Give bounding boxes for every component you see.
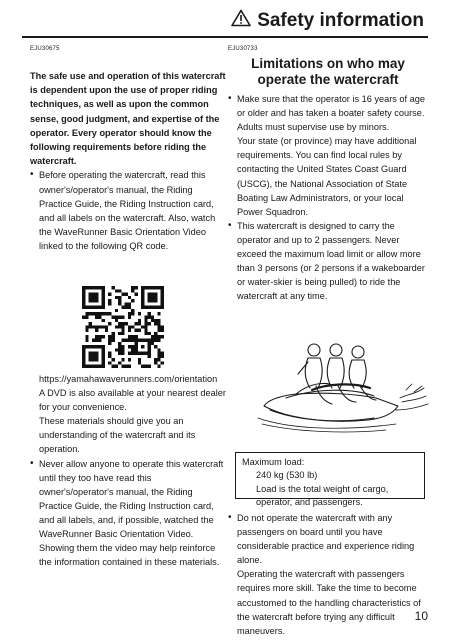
section-title [228,56,428,88]
left-column [30,45,226,253]
list-item: • Make sure that the operator is 16 years of age or older and has taken a boater safety course. [228,92,428,120]
section-title-line-1: Limitations on who may [251,56,405,71]
list-item: • Do not operate the watercraft with any passengers on board until you have considerable practice and experience riding alone. [228,511,428,567]
right-bullet-list-3 [228,511,428,567]
qr-code[interactable] [82,286,164,368]
state-paragraph: Your state (or province) may have additional requirements. You can find local rules by contacting the United States Coast Guard (USCG), the National Association of State Boating Law Administrators, or your local Power Squadron. [237,136,417,217]
maximum-load-value: 240 kg (530 lb) [256,470,318,481]
watercraft-illustration [256,328,430,436]
maximum-load-box [235,452,425,507]
left-bullet-list-2 [30,457,226,542]
dvd-paragraph: A DVD is also available at your nearest dealer for your convenience. [39,388,226,413]
page-number: 10 [414,609,428,623]
warning-triangle-icon [231,9,251,33]
right-bullet-list [228,92,428,120]
maximum-load-label: Maximum load: [242,457,305,467]
list-item: • This watercraft is designed to carry the operator and up to 2 passengers. Never exceed the maximum load limit or allow more than 3 persons (or 2 persons if a wakeboarder or water-skier is being pulled) to ride the watercraft at any time. [228,219,428,304]
adults-paragraph: Adults must supervise use by minors. [237,122,390,133]
maximum-load-note: Load is the total weight of cargo, operator, and passengers. [256,483,389,507]
left-column-lower [30,372,226,569]
video-paragraph: Showing them the video may help reinforce the information contained in these materials. [39,543,220,568]
header-rule [22,36,428,38]
list-item: • Never allow anyone to operate this watercraft until they too have read this owner's/operator's manual, the Riding Practice Guide, the Riding Instruction card, and all labels, and, if possible, watched the WaveRunner Basic Orientation Video. [30,457,226,542]
list-item: • Before operating the watercraft, read this owner's/operator's manual, the Riding Practice Guide, the Riding Instruction card, and all labels on the watercraft. Also, watch the WaveRunner Basic Orientation Video linked to the following QR code. [30,168,226,253]
header-title-text: Safety information [257,10,424,31]
orientation-url[interactable]: https://yamahawaverunners.com/orientation [39,374,218,384]
section-code-left: EJU30675 [30,46,60,52]
header-title [231,9,424,33]
page-header [0,0,450,40]
right-column-lower [228,511,428,638]
intro-paragraph: The safe use and operation of this watercraft is dependent upon the use of proper riding techniques, as well as upon the common sense, good judgment, and expertise of the operator. Every operator should know the following requirements before riding the watercraft. [30,71,226,167]
materials-paragraph: These materials should give you an understanding of the watercraft and its operation. [39,416,196,455]
section-code-right: EJU30733 [228,46,258,52]
right-bullet-list-2 [228,219,428,304]
section-title-line-2: operate the watercraft [257,72,399,87]
operating-paragraph: Operating the watercraft with passengers requires more skill. Take the time to become accustomed to the handling characteristics of the watercraft before trying any difficult maneuvers. [237,569,421,636]
left-bullet-list [30,168,226,253]
right-column [228,45,428,303]
